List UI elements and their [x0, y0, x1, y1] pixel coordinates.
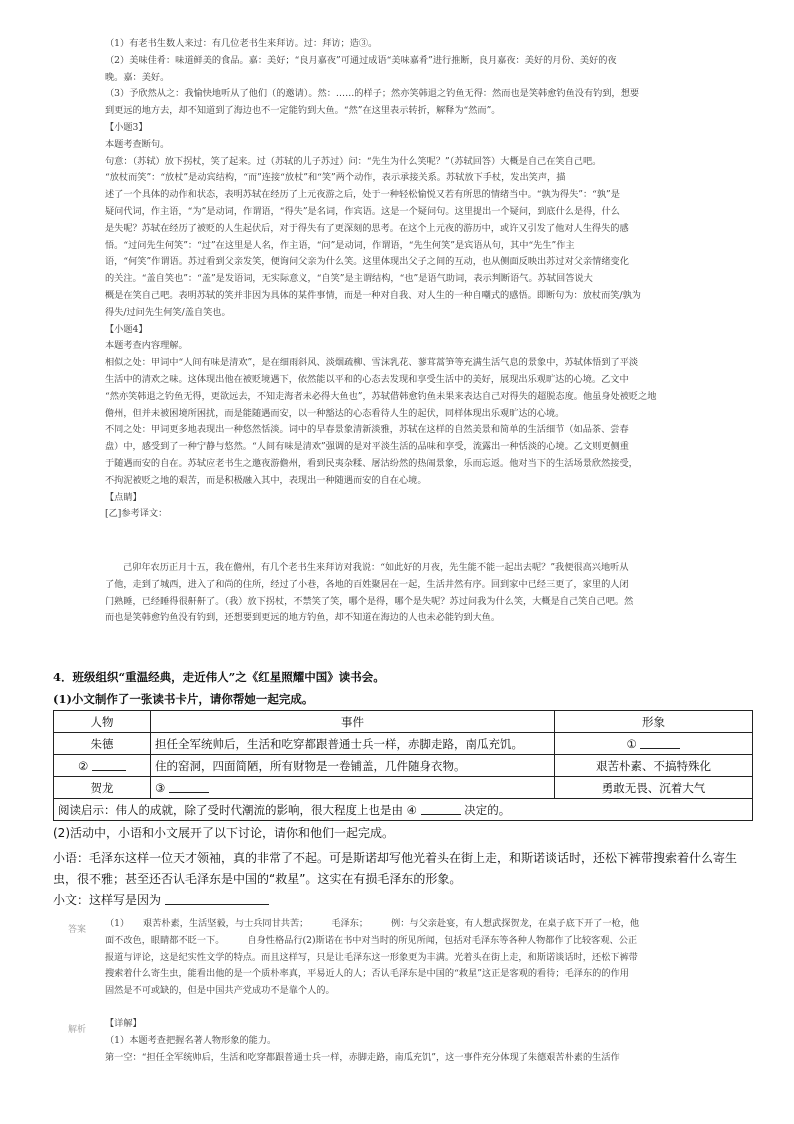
table-header-person: 人物: [54, 711, 151, 733]
text-line: 语，“何笑”作谓语。苏过看到父亲发笑，便询问父亲为什么笑。这里体现出父子之间的互动，也从侧面反映出苏过对父亲情绪变化: [105, 256, 629, 268]
table-footer-row: [54, 799, 753, 821]
blank-marker: ④: [406, 802, 417, 817]
text-line: 己卯年农历正月十五，我在儋州，有几个老书生来拜访对我说：“如此好的月夜，先生能不能一起出去呢？”我便很高兴地听从: [123, 562, 629, 573]
table-cell-image: 勇敢无畏、沉着大气: [555, 777, 753, 799]
text-line: 是失呢？苏轼在经历了被贬的人生起伏后，对于得失有了更深刻的思考。在这个上元夜的游历中，或许又引发了他对人生得失的感: [105, 222, 629, 234]
text-line: 盘）中，感受到了一种宁静与悠然。“人间有味是清欢”强调的是对平淡生活的品味和享受，流露出一种恬淡的心境。乙文则更侧重: [105, 441, 629, 453]
blank-marker: ③: [155, 780, 166, 795]
analysis-tag: 解析: [68, 1025, 87, 1035]
table-cell-person-blank[interactable]: [54, 755, 151, 777]
table-cell-event: 担任全军统帅后，生活和吃穿都跟普通士兵一样，赤脚走路，南瓜充饥。: [151, 733, 555, 755]
text-line: 于随遇而安的自在。苏轼应老书生之邀夜游儋州，看到民夷杂糅、屠沽纷然的热闹景象，乐而忘返。他对当下的生活场景欣然接受，: [105, 457, 638, 469]
xiaoyu-statement: 小语：毛泽东这样一位天才领袖，真的非常了不起。可是斯诺却写他光着头在街上走，和斯诺谈话时，还松下裤带搜索着什么寄生虫，很不雅；甚至还否认毛泽东是中国的“救星”。这实在有损毛泽东的形象。: [53, 851, 738, 886]
answer-explanation-block: [105, 36, 725, 523]
text-line: 门熟睡，已经睡得很鼾鼾了。（我）放下拐杖，不禁笑了笑，哪个是得，哪个是失呢？苏过问我为什么笑，大概是自己笑自己吧。然: [105, 595, 634, 607]
answer-blank-4[interactable]: [421, 803, 461, 815]
text-line: 儋州，但并未被困境所困扰，而是能随遇而安，以一种豁达的心态看待人生的起伏，同样体现出乐观旷达的心境。: [105, 407, 565, 419]
text-line: 生活中的清欢之味。这体现出他在被贬境遇下，依然能以平和的心态去发现和享受生活中的美好，展现出乐观旷达的心境。乙文中: [105, 373, 629, 385]
text-line: 而也是笑韩愈钓鱼没有钓到，还想要到更远的地方钓鱼，却不知道在海边的人也未必能钓到大鱼。: [105, 612, 501, 624]
table-cell-person: 朱德: [54, 733, 151, 755]
table-cell-image-blank[interactable]: [555, 733, 753, 755]
table-cell-image: 艰苦朴素、不搞特殊化: [555, 755, 753, 777]
text-line: “放杖而笑”：“放杖”是动宾结构，“而”连接“放杖”和“笑”两个动作，表示承接关系。苏轼放下手杖，发出笑声，描: [105, 172, 566, 184]
text-line: 【点睛】: [105, 491, 142, 503]
text-line: 的关注。“盖自笑也”：“盖”是发语词，无实际意义，“自笑”是主谓结构，“也”是语气助词，表示判断语气。苏轼回答说大: [105, 273, 593, 285]
text-line: 到更远的地方去，却不知道到了海边也不一定能钓到大鱼。“然”在这里表示转折，解释为“然而”。: [105, 105, 501, 117]
reading-insight-cell: [54, 799, 753, 821]
text-line: 不同之处：甲词更多地表现出一种悠然恬淡。词中的早春景象清新淡雅，苏轼在这样的自然美景和简单的生活细节（如品茶、尝春: [105, 424, 629, 436]
text-line: 搜索着什么寄生虫，能看出他的是一个质朴率真，平易近人的人；否认毛泽东是中国的“救星”这正是客观的看待；毛泽东的的作用: [105, 968, 629, 980]
table-row: [54, 777, 753, 799]
table-header-event: 事件: [151, 711, 555, 733]
table-row: [54, 733, 753, 755]
table-header-image: 形象: [555, 711, 753, 733]
text-line: 面不改色，眼睛都不眨一下。 自身性格品行(2)斯诺在书中对当时的所见所闻，包括对毛泽东等各种人物都作了比较客观、公正: [105, 934, 638, 946]
text-line: 第一空：“担任全军统帅后，生活和吃穿都跟普通士兵一样，赤脚走路，南瓜充饥”，这一事件充分体现了朱德艰苦朴素的生活作: [105, 1051, 620, 1063]
question-4-part-2-label: (2)活动中，小语和小文展开了以下讨论，请你和他们一起完成。: [53, 826, 395, 840]
text-line: 概是在笑自己吧。表明苏轼的笑并非因为具体的某件事情，而是一种对自我、对人生的一种自嘲式的感悟。即断句为：放杖而笑/孰为: [105, 289, 641, 301]
text-line: 述了一个具体的动作和状态，表明苏轼在经历了上元夜游之后，处于一种轻松愉悦又若有所思的情绪当中。“孰为得失”：“孰”是: [105, 189, 620, 201]
table-cell-event: 住的窑洞，四面简陋，所有财物是一卷铺盖，几件随身衣物。: [151, 755, 555, 777]
answer-blank-3[interactable]: [169, 781, 209, 793]
answer-tag: 答案: [68, 925, 87, 935]
text-line: 悟。“过问先生何笑”：“过”在这里是人名，作主语，“问”是动词，作谓语，“先生何笑”是宾语从句，其中“先生”作主: [105, 239, 575, 251]
text-line: 句意：（苏轼）放下拐杖，笑了起来。过（苏轼的儿子苏过）问：“先生为什么笑呢？”（苏轼回答）大概是自己在笑自己吧。: [105, 155, 602, 167]
text-line: 本题考查断句。: [105, 138, 170, 150]
text-line: 晚。嘉：美好。: [105, 71, 170, 83]
text-line: 得失/过问先生何笑/盖自笑也。: [105, 306, 231, 318]
text-line: 相似之处：甲词中“人间有味是清欢”，是在细雨斜风、淡烟疏柳、雪沫乳花、蓼茸蒿笋等充满生活气息的景象中，苏轼体悟到了平淡: [105, 357, 639, 369]
text-line: 【小题4】: [105, 323, 148, 335]
answer-block: [105, 916, 725, 1000]
answer-blank-1[interactable]: [640, 737, 680, 749]
reading-card-table: [53, 710, 753, 821]
answer-blank-2[interactable]: [92, 759, 126, 771]
text-line: 报道与评论，这是纪实性文学的特点。而且这样写，只是让毛泽东这一形象更为丰满。光着头在街上走，和斯诺谈话时，还松下裤带: [105, 951, 638, 963]
reading-insight-suffix: 决定的。: [464, 802, 511, 817]
text-line: [乙]参考译文：: [105, 508, 168, 520]
question-4: [53, 666, 753, 911]
text-line: （1）本题考查把握名著人物形象的能力。: [105, 1034, 277, 1046]
xiaowen-statement: [53, 890, 753, 911]
xiaowen-prefix: 小文：这样写是因为: [53, 893, 162, 907]
table-cell-event-blank[interactable]: [151, 777, 555, 799]
translation-block: [105, 560, 725, 627]
text-line: 疑问代词，作主语，“为”是动词，作谓语，“得失”是名词，作宾语。这是一个疑问句。这里提出一个疑问，到底什么是得，什么: [105, 205, 620, 217]
text-line: “然亦笑韩退之钓鱼无得，更欲远去，不知走海者未必得大鱼也”，苏轼借韩愈钓鱼未果来表达自己对得失的超脱态度。他虽身处被贬之地: [105, 390, 657, 402]
analysis-block: [105, 1016, 725, 1066]
text-line: （1）有老书生数人来过：有几位老书生来拜访。过：拜访；造③。: [105, 38, 378, 49]
text-line: 本题考查内容理解。: [105, 340, 188, 352]
blank-marker: ①: [626, 736, 637, 751]
question-4-title: 4．班级组织“重温经典，走近伟人”之《红星照耀中国》读书会。: [53, 670, 385, 684]
text-line: 【详解】: [105, 1018, 142, 1029]
text-line: （1） 艰苦朴素，生活坚毅，与士兵同甘共苦； 毛泽东； 例：与父亲赴宴，有人想武探贺龙，在桌子底下开了一枪，他: [105, 918, 640, 929]
text-line: 固然是不可或缺的，但是中国共产党成功不是靠个人的。: [105, 985, 335, 997]
text-line: （2）美味佳肴：味道鲜美的食品。嘉：美好；“良月嘉夜”可通过成语“美味嘉肴”进行推断，良月嘉夜：美好的月份、美好的夜: [105, 54, 617, 66]
table-header-row: [54, 711, 753, 733]
text-line: 了他，走到了城西，进入了和尚的住所，经过了小巷，各地的百姓聚居在一起，生活井然有序。回到家中已经三更了，家里的人闭: [105, 578, 629, 590]
text-line: 不拘泥被贬之地的艰苦，而是积极融入其中，表现出一种随遇而安的自在心境。: [105, 474, 427, 486]
text-line: 【小题3】: [105, 121, 148, 133]
text-line: （3）予欣然从之：我愉快地听从了他们（的邀请）。然：……的样子；然亦笑韩退之钓鱼无得：然而也是笑韩愈钓鱼没有钓到，想要: [105, 88, 640, 100]
table-cell-person: 贺龙: [54, 777, 151, 799]
table-row: [54, 755, 753, 777]
question-4-part-1-label: (1)小文制作了一张读书卡片，请你帮她一起完成。: [53, 692, 314, 706]
blank-marker: ②: [78, 758, 89, 773]
reading-insight-prefix: 阅读启示：伟人的成就，除了受时代潮流的影响，很大程度上也是由: [58, 802, 403, 817]
answer-blank-5[interactable]: [165, 893, 269, 905]
